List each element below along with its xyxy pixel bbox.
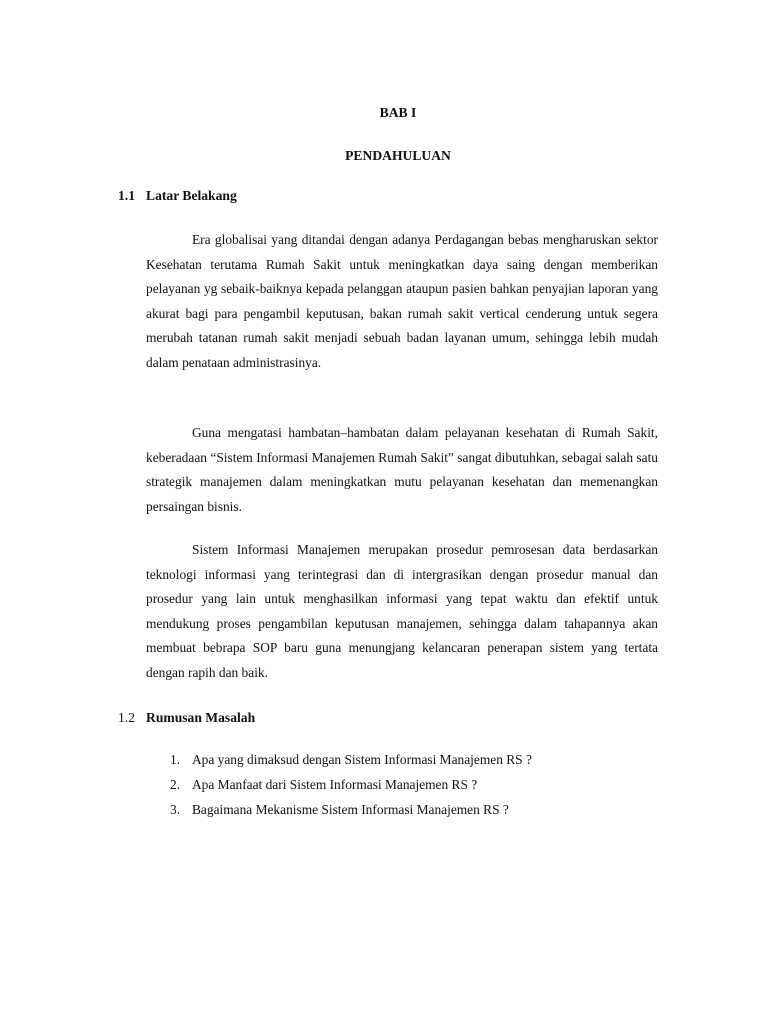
list-item-text: Apa yang dimaksud dengan Sistem Informasi Manajemen RS ? [192, 752, 532, 767]
paragraph: Sistem Informasi Manajemen merupakan prosedur pemrosesan data berdasarkan teknologi informasi yang terintegrasi dan di intergrasikan dengan prosedur manual dan prosedur yang lain untuk menghasilkan informasi yang tepat waktu dan efektif untuk mendukung proses pengambilan keputusan manajemen, sehingga dalam tahapannya akan membuat bebrapa SOP baru guna menungjang kelancaran penerapan sistem yang tertata dengan rapih dan baik. [146, 542, 658, 680]
section-heading-latar-belakang [118, 188, 237, 204]
paragraph: Era globalisai yang ditandai dengan adanya Perdagangan bebas mengharuskan sektor Kesehatan terutama Rumah Sakit untuk meningkatkan daya saing dengan memberikan pelayanan yg sebaik-baiknya kepada pelanggan ataupun pasien bahkan penyajian laporan yang akurat bagi para pengambil keputusan, bakan rumah sakit vertical cenderung untuk segera merubah tatanan rumah sakit menjadi sebuah badan layanan umum, sehingga lebih mudah dalam penataan administrasinya. [146, 232, 658, 370]
list-item [170, 775, 532, 800]
chapter-title: PENDAHULUAN [345, 148, 451, 163]
list-item [170, 750, 532, 775]
chapter-label: BAB I [379, 105, 417, 120]
paragraph: Guna mengatasi hambatan–hambatan dalam pelayanan kesehatan di Rumah Sakit, keberadaan “Sistem Informasi Manajemen Rumah Sakit” sangat dibutuhkan, sebagai salah satu strategik manajemen dalam meningkatkan mutu pelayanan kesehatan dan memenangkan persaingan bisnis. [146, 425, 658, 514]
list-item-text: Apa Manfaat dari Sistem Informasi Manajemen RS ? [192, 777, 478, 792]
list-item-number: 1. [170, 752, 181, 767]
section-number: 1.1 [118, 188, 135, 203]
section-title: Latar Belakang [146, 188, 237, 203]
section-number: 1.2 [118, 710, 135, 725]
list-item-number: 3. [170, 802, 181, 817]
section-title: Rumusan Masalah [146, 710, 256, 725]
question-list [170, 750, 532, 825]
list-item-text: Bagaimana Mekanisme Sistem Informasi Manajemen RS ? [192, 802, 509, 817]
list-item [170, 800, 532, 825]
section-heading-rumusan-masalah [118, 710, 255, 726]
list-item-number: 2. [170, 777, 181, 792]
